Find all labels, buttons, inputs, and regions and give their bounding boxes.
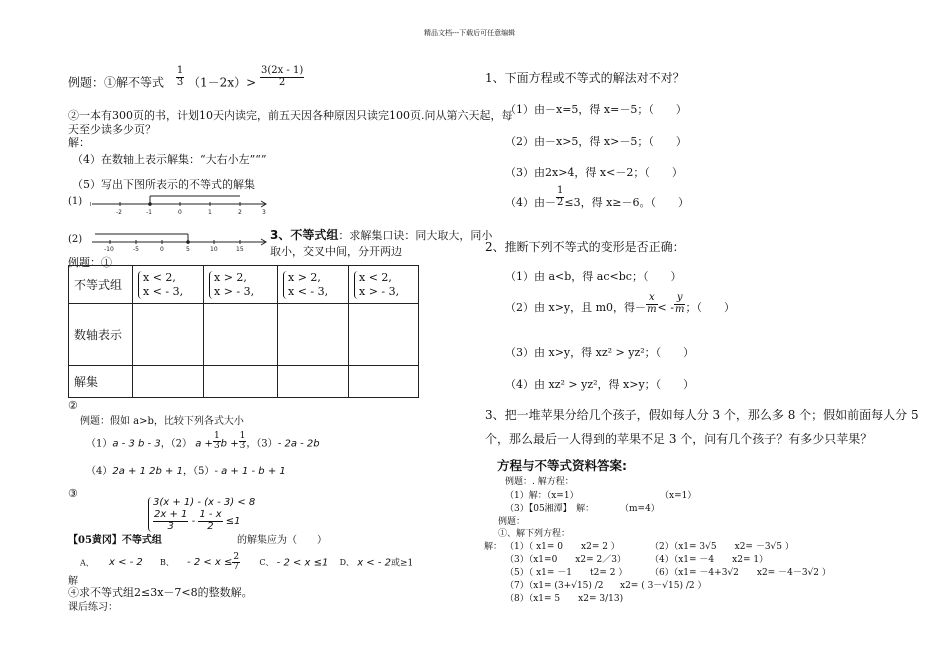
item-4: （4）在数轴上表示解集：“大右小左”“”: [72, 153, 267, 166]
compare-expr-5: - a + 1 - b + 1: [214, 466, 286, 477]
question-2-4: （4）由 xz² > yz²，得 x>y；（ ）: [505, 378, 695, 391]
compare-row-2: [86, 462, 286, 477]
tick-label: 0: [160, 246, 164, 252]
system-line-2: $\frac{2x + 1}{3}$ - $\frac{1 - x}{2}$ ≤1: [154, 509, 241, 532]
compare-expr-4: 2a + 1 2b + 1: [112, 466, 183, 477]
table-cell: [349, 266, 419, 304]
question-3-line-2: 个，那么最后一人得到的苹果不足 3 个，问有几个孩子？有多少只苹果？: [485, 432, 873, 446]
tick-label: -1: [146, 209, 152, 216]
table-cell: [133, 304, 204, 366]
table-cell: [349, 304, 419, 366]
example-2-line-1: ②一本有300页的书，计划10天内读完，前五天因各种原因只读完100页.问从第六天起，每: [68, 109, 513, 122]
compare-expr-2a: a +: [195, 438, 213, 450]
example-2-line-3: 解：: [68, 136, 90, 149]
table-cell: [349, 366, 419, 398]
section-3-heading: [270, 226, 492, 243]
compare-label-2: ，（2）: [160, 438, 193, 450]
tick-label: 2: [238, 209, 242, 216]
choices-row: [80, 553, 413, 573]
answers-title: 方程与不等式资料答案:: [497, 458, 627, 473]
table-cell: [204, 266, 278, 304]
number-line-1: [90, 192, 270, 216]
answer-line: x2= ( 3－√15) /2 ）: [620, 581, 707, 591]
compare-label-5: ，（5）: [182, 466, 215, 477]
question-1: 1、下面方程或不等式的解法对不对？: [485, 71, 685, 85]
choice-a-expr: x < - 2: [108, 557, 143, 569]
number-line-2-label: (2): [68, 234, 83, 245]
inequality-system: x > 2, x > - 3,: [209, 271, 254, 299]
question-2-1: （1）由 a<b，得 ac<bc；（ ）: [505, 270, 682, 283]
answer-line: （2）（x1= 3√5 x2= －3√5 ）: [650, 542, 794, 552]
row-header: 解集: [69, 366, 133, 398]
section-3-text-2: 取小，交叉中间，分开两边: [270, 245, 402, 258]
item-5: （5）写出下图所表示的不等式的解集: [72, 178, 255, 191]
tick-label: -2: [116, 209, 122, 216]
compare-label-4: （4）: [86, 466, 113, 477]
tick-label: 1: [208, 209, 212, 216]
answer-line: （x=1）: [660, 491, 697, 501]
fraction-y-over-m: $\frac{y}{m}$: [674, 292, 685, 315]
table-cell: [204, 304, 278, 366]
huanggang-question: 【05黄冈】不等式组: [68, 535, 162, 546]
answer-line: （8）（x1= 5 x2= 3/13): [505, 594, 624, 604]
question-2-3: （3）由 x>y，得 xz² > yz²；（ ）: [505, 346, 695, 359]
page-header: 精品文档---下载后可任意编辑: [424, 29, 516, 37]
answer-line: ①、解下列方程：: [498, 529, 571, 539]
compare-label-1: （1）: [86, 438, 113, 450]
choice-d-label: D、: [339, 558, 354, 568]
section-3-title: 3、不等式组: [270, 228, 339, 242]
fraction-one-third: $\frac{1}{3}$: [239, 431, 246, 452]
inequality-table: [68, 265, 419, 398]
example-1-prefix: 例题：①解不等式: [68, 75, 165, 90]
table-row: [69, 366, 419, 398]
tick-label: 3: [262, 209, 266, 216]
huanggang-suffix: 的解集应为（ ）: [237, 535, 327, 546]
tick-label: 5: [186, 246, 190, 252]
table-row: [69, 266, 419, 304]
table-cell: [278, 366, 349, 398]
answer-line: （1）（ x1= 0 x2= 2 ）: [505, 542, 620, 552]
choice-a-label: A、: [80, 558, 94, 568]
tick-label: 15: [236, 246, 244, 252]
tick-label: -5: [133, 246, 139, 252]
number-line-1-label: (1): [68, 196, 83, 207]
compare-expr-3: - 2a - 2b: [277, 438, 320, 450]
fraction-one-third: $\frac{1}{3}$: [213, 431, 220, 452]
answer-line: （3）【05湘潭】 解：: [505, 504, 595, 514]
fraction: $\frac{2x + 1}{3}$: [154, 509, 188, 532]
question-1-4: （4）由－ $\frac{1}{2}$ ≤3，得 x≥－6。（ ）: [505, 185, 690, 209]
solution-label: 解: [68, 576, 78, 587]
answer-line: 解：: [484, 542, 503, 552]
answer-line: （4）（x1= －4 x2= 1）: [650, 555, 769, 565]
row-header: 不等式组: [69, 266, 133, 304]
circle-3: ③: [68, 487, 78, 500]
tick-label: 0: [178, 209, 182, 216]
inequality-system-3: [148, 497, 255, 532]
question-1-3: （3）由2x>4，得 x<－2；（ ）: [505, 166, 683, 179]
question-2-2: （2）由 x>y，且 m0，得－ $\frac{x}{m}$ < - $\frac{y}{m}$ ；（ ）: [505, 292, 735, 315]
choice-c-label: C、: [259, 558, 274, 568]
choice-c-expr: - 2 < x ≤1: [276, 557, 329, 569]
choice-d-expr: x < - 2: [357, 557, 391, 569]
example-1-mid: （1－2x）>: [188, 75, 257, 90]
row-header: 数轴表示: [69, 304, 133, 366]
compare-expr-2b: b +: [220, 438, 239, 450]
answer-line: 例题：. 解方程：: [505, 477, 574, 487]
example-1: [68, 65, 304, 94]
choice-b-expr: - 2 < x ≤: [187, 557, 233, 569]
number-line-2: [90, 228, 270, 252]
compare-intro: 例题：假如 a>b，比较下列各式大小: [80, 416, 244, 427]
fraction-right: $\frac{3(2x - 1)}{2}$: [260, 65, 304, 88]
fraction-one-third: $\frac{1}{3}$: [176, 65, 184, 88]
choice-b-label: B、: [159, 558, 174, 568]
question-2: 2、推断下列不等式的变形是否正确：: [485, 240, 685, 254]
answer-line: （m=4）: [620, 504, 660, 514]
answer-line: 例题：: [498, 517, 526, 527]
table-cell: [204, 366, 278, 398]
fraction: $\frac{2}{7}$: [233, 552, 240, 573]
table-cell: [278, 266, 349, 304]
question-1-1: （1）由－x=5，得 x=－5；（ ）: [505, 103, 687, 116]
question-1-2: （2）由－x>5，得 x>－5；（ ）: [505, 135, 687, 148]
table-cell: [278, 304, 349, 366]
inequality-system: x < 2, x > - 3,: [354, 271, 399, 299]
fraction: $\frac{1 - x}{2}$: [199, 509, 222, 532]
answer-line: （1）解：（x=1）: [505, 491, 579, 501]
question-3-line-1: 3、把一堆苹果分给几个孩子，假如每人分 3 个，那么多 8 个；假如前面每人分 5: [485, 408, 919, 422]
inequality-system: x > 2, x < - 3,: [283, 271, 328, 299]
tick-label: -10: [104, 246, 114, 252]
answer-line: （6）（x1= －4+3√2 x2= －4－3√2 ）: [650, 568, 831, 578]
homework-label: 课后练习：: [68, 602, 118, 613]
table-cell: [133, 266, 204, 304]
answer-line: （5）（ x1= －1 t2= 2 ）: [505, 568, 628, 578]
table-cell: [133, 366, 204, 398]
tick-label: 10: [210, 246, 218, 252]
circle-2: ②: [68, 399, 78, 412]
answer-line: （7）（x1= (3+√15) /2: [505, 581, 604, 591]
example-2-line-2: 天至少读多少页？: [68, 123, 156, 136]
compare-label-3: ，（3）: [246, 438, 278, 450]
table-row: [69, 304, 419, 366]
compare-expr-1: a - 3 b - 3: [112, 438, 161, 450]
fraction-one-half: $\frac{1}{2}$: [557, 185, 564, 208]
example-3-label: 例题：①: [68, 256, 112, 269]
answer-line: （3）（x1=0 x2= 2／3）: [505, 555, 626, 565]
fraction-x-over-m: $\frac{x}{m}$: [647, 292, 657, 315]
compare-row-1: [86, 431, 320, 454]
section-3-text-1: ：求解集口诀：同大取大，同小: [338, 229, 493, 242]
inequality-system: x < 2, x < - 3,: [138, 271, 183, 299]
choice-d-tail: 或≥1: [391, 558, 414, 569]
system-line-1: 3(x + 1) - (x - 3) < 8: [153, 497, 256, 508]
example-4: ④求不等式组2≤3x－7<8的整数解。: [68, 586, 253, 599]
